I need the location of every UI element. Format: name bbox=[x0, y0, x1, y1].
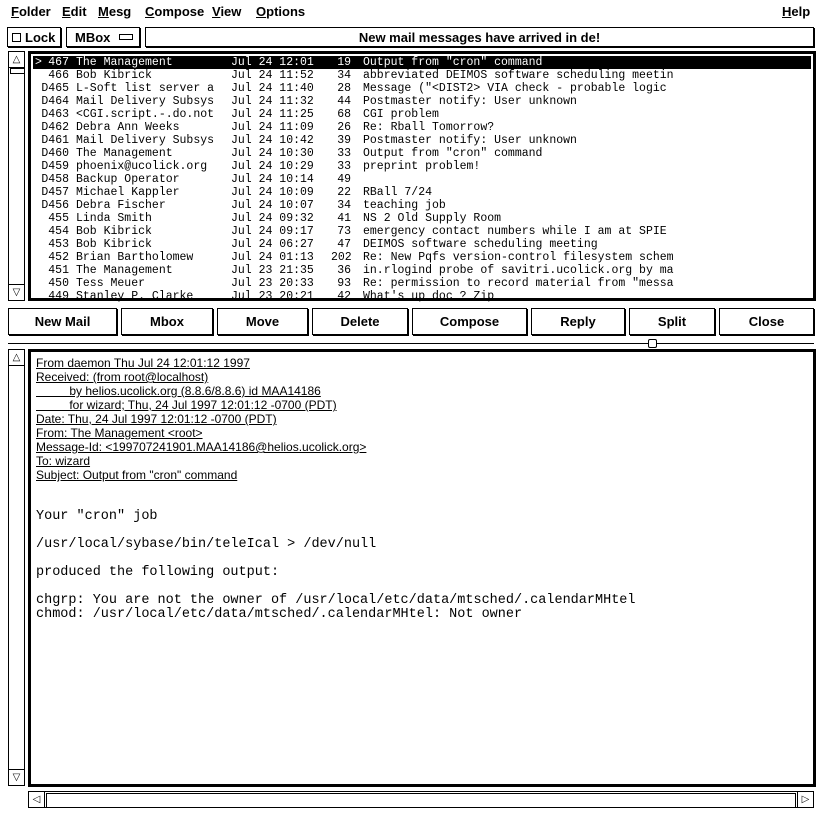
row-size: 22 bbox=[337, 186, 351, 199]
message-row[interactable] bbox=[33, 108, 811, 121]
scroll-down-icon[interactable]: ▽ bbox=[9, 284, 24, 300]
row-date: Jul 24 11:40 bbox=[231, 82, 314, 95]
row-subject: preprint problem! bbox=[363, 160, 481, 173]
row-date: Jul 24 11:32 bbox=[231, 95, 314, 108]
row-flag: > bbox=[35, 56, 42, 69]
message-row[interactable] bbox=[33, 199, 811, 212]
scroll-thumb[interactable] bbox=[10, 68, 25, 74]
message-row[interactable] bbox=[33, 121, 811, 134]
row-size: 93 bbox=[337, 277, 351, 290]
row-date: Jul 23 20:33 bbox=[231, 277, 314, 290]
scroll-down-icon[interactable]: ▽ bbox=[9, 769, 24, 785]
scroll-up-icon[interactable]: △ bbox=[9, 52, 24, 68]
header-line-text[interactable]: by helios.ucolick.org (8.8.6/8.8.6) id MAA14186 bbox=[36, 384, 321, 398]
header-line[interactable]: Received: (from root@localhost) bbox=[36, 370, 209, 384]
scroll-thumb[interactable] bbox=[46, 793, 796, 808]
header-line bbox=[36, 398, 337, 412]
body-line: produced the following output: bbox=[36, 565, 280, 580]
new-mail-button[interactable]: New Mail bbox=[8, 308, 117, 335]
row-number: D462 bbox=[41, 121, 69, 134]
row-size: 19 bbox=[337, 56, 351, 69]
row-from: Backup Operator bbox=[76, 173, 180, 186]
row-date: Jul 24 10:14 bbox=[231, 173, 314, 186]
message-row[interactable] bbox=[33, 238, 811, 251]
row-size: 34 bbox=[337, 69, 351, 82]
pane-sash-handle[interactable] bbox=[648, 339, 657, 348]
row-subject: What's up doc ? Zip bbox=[363, 290, 495, 303]
message-row[interactable] bbox=[33, 225, 811, 238]
row-from: Debra Fischer bbox=[76, 199, 166, 212]
row-subject: Postmaster notify: User unknown bbox=[363, 95, 577, 108]
message-row[interactable] bbox=[33, 251, 811, 264]
header-line[interactable]: Message-Id: <199707241901.MAA14186@helios.ucolick.org> bbox=[36, 440, 367, 454]
row-subject: emergency contact numbers while I am at SPIE bbox=[363, 225, 667, 238]
scroll-up-icon[interactable]: △ bbox=[9, 350, 24, 366]
message-row[interactable] bbox=[33, 56, 811, 69]
row-subject: in.rlogind probe of savitri.ucolick.org by ma bbox=[363, 264, 674, 277]
row-from: The Management bbox=[76, 147, 173, 160]
row-subject: CGI problem bbox=[363, 108, 439, 121]
message-list-scrollbar[interactable] bbox=[8, 51, 25, 301]
message-row[interactable] bbox=[33, 290, 811, 303]
row-number: D456 bbox=[41, 199, 69, 212]
row-date: Jul 24 11:09 bbox=[231, 121, 314, 134]
row-size: 44 bbox=[337, 95, 351, 108]
row-subject: Output from "cron" command bbox=[363, 147, 543, 160]
menu-options[interactable]: Options bbox=[256, 4, 306, 19]
row-subject: Postmaster notify: User unknown bbox=[363, 134, 577, 147]
message-row[interactable] bbox=[33, 95, 811, 108]
row-subject: Re: Rball Tomorrow? bbox=[363, 121, 495, 134]
row-size: 26 bbox=[337, 121, 351, 134]
row-from: Brian Bartholomew bbox=[76, 251, 194, 264]
row-from: Debra Ann Weeks bbox=[76, 121, 180, 134]
menu-mesg[interactable]: Mesg bbox=[98, 4, 132, 19]
row-subject: teaching job bbox=[363, 199, 446, 212]
row-number: 455 bbox=[48, 212, 69, 225]
reply-button[interactable]: Reply bbox=[531, 308, 625, 335]
row-date: Jul 24 11:25 bbox=[231, 108, 314, 121]
row-size: 68 bbox=[337, 108, 351, 121]
message-row[interactable] bbox=[33, 82, 811, 95]
row-size: 49 bbox=[337, 173, 351, 186]
row-subject: NS 2 Old Supply Room bbox=[363, 212, 502, 225]
row-from: The Management bbox=[76, 264, 173, 277]
row-from: Bob Kibrick bbox=[76, 238, 152, 251]
menu-bar bbox=[0, 0, 823, 24]
row-date: Jul 24 12:01 bbox=[231, 56, 314, 69]
row-number: D465 bbox=[41, 82, 69, 95]
message-row[interactable] bbox=[33, 186, 811, 199]
move-button[interactable]: Move bbox=[217, 308, 308, 335]
option-menu-icon bbox=[119, 34, 133, 40]
row-date: Jul 23 20:21 bbox=[231, 290, 314, 303]
body-line: chmod: /usr/local/etc/data/mtsched/.calendarMHtel: Not owner bbox=[36, 607, 523, 622]
row-number: D460 bbox=[41, 147, 69, 160]
header-line bbox=[36, 384, 321, 398]
row-date: Jul 24 06:27 bbox=[231, 238, 314, 251]
row-date: Jul 24 10:30 bbox=[231, 147, 314, 160]
row-from: phoenix@ucolick.org bbox=[76, 160, 208, 173]
row-subject: Message ("<DIST2> VIA check - probable logic bbox=[363, 82, 667, 95]
row-subject: DEIMOS software scheduling meeting bbox=[363, 238, 598, 251]
checkbox-icon bbox=[12, 33, 21, 42]
row-subject: RBall 7/24 bbox=[363, 186, 433, 199]
row-from: Stanley P. Clarke bbox=[76, 290, 194, 303]
header-line-text[interactable]: for wizard; Thu, 24 Jul 1997 12:01:12 -0700 (PDT) bbox=[36, 398, 337, 412]
header-line[interactable]: Subject: Output from "cron" command bbox=[36, 468, 238, 482]
row-date: Jul 23 21:35 bbox=[231, 264, 314, 277]
row-number: 454 bbox=[48, 225, 69, 238]
scroll-right-icon[interactable]: ▷ bbox=[797, 792, 813, 807]
row-size: 39 bbox=[337, 134, 351, 147]
lock-label: Lock bbox=[25, 29, 56, 45]
row-number: 467 bbox=[48, 56, 69, 69]
message-view bbox=[28, 349, 816, 787]
row-number: D458 bbox=[41, 173, 69, 186]
row-number: D464 bbox=[41, 95, 69, 108]
row-size: 73 bbox=[337, 225, 351, 238]
row-number: 452 bbox=[48, 251, 69, 264]
row-date: Jul 24 09:32 bbox=[231, 212, 314, 225]
row-from: Mail Delivery Subsys bbox=[76, 95, 215, 108]
row-number: 449 bbox=[48, 290, 69, 303]
header-line[interactable]: From daemon Thu Jul 24 12:01:12 1997 bbox=[36, 356, 250, 370]
row-date: Jul 24 10:42 bbox=[231, 134, 314, 147]
row-date: Jul 24 11:52 bbox=[231, 69, 314, 82]
row-size: 28 bbox=[337, 82, 351, 95]
row-from: Mail Delivery Subsys bbox=[76, 134, 215, 147]
header-line[interactable]: Date: Thu, 24 Jul 1997 12:01:12 -0700 (PDT) bbox=[36, 412, 277, 426]
row-number: 453 bbox=[48, 238, 69, 251]
message-row[interactable] bbox=[33, 160, 811, 173]
row-number: D463 bbox=[41, 108, 69, 121]
row-number: D461 bbox=[41, 134, 69, 147]
row-from: <CGI.script.-.do.not bbox=[76, 108, 215, 121]
header-line[interactable]: To: wizard bbox=[36, 454, 91, 468]
row-size: 33 bbox=[337, 160, 351, 173]
body-line: Your "cron" job bbox=[36, 509, 158, 524]
split-button[interactable]: Split bbox=[629, 308, 715, 335]
row-date: Jul 24 10:07 bbox=[231, 199, 314, 212]
delete-button[interactable]: Delete bbox=[312, 308, 408, 335]
message-row[interactable] bbox=[33, 69, 811, 82]
lock-toggle[interactable] bbox=[7, 27, 61, 47]
row-number: 450 bbox=[48, 277, 69, 290]
row-size: 34 bbox=[337, 199, 351, 212]
header-line[interactable]: From: The Management <root> bbox=[36, 426, 203, 440]
message-list bbox=[28, 51, 816, 301]
row-subject: Output from "cron" command bbox=[363, 56, 543, 69]
row-from: L-Soft list server a bbox=[76, 82, 215, 95]
scroll-left-icon[interactable]: ◁ bbox=[29, 792, 45, 807]
row-size: 202 bbox=[331, 251, 352, 264]
row-from: The Management bbox=[76, 56, 173, 69]
menu-view[interactable]: View bbox=[212, 4, 242, 19]
row-number: D459 bbox=[41, 160, 69, 173]
message-view-hscrollbar[interactable] bbox=[28, 791, 814, 808]
mbox-button[interactable]: Mbox bbox=[121, 308, 213, 335]
row-subject: Re: New Pqfs version-control filesystem schem bbox=[363, 251, 674, 264]
mbox-selector[interactable] bbox=[66, 27, 140, 47]
message-row[interactable] bbox=[33, 264, 811, 277]
message-view-scrollbar[interactable] bbox=[8, 349, 25, 786]
menu-help[interactable]: Help bbox=[782, 4, 811, 19]
row-date: Jul 24 10:29 bbox=[231, 160, 314, 173]
message-row[interactable] bbox=[33, 277, 811, 290]
row-subject: Re: permission to record material from "messa bbox=[363, 277, 674, 290]
row-size: 47 bbox=[337, 238, 351, 251]
message-row[interactable] bbox=[33, 173, 811, 186]
row-number: 466 bbox=[48, 69, 69, 82]
row-from: Bob Kibrick bbox=[76, 69, 152, 82]
row-size: 41 bbox=[337, 212, 351, 225]
row-from: Linda Smith bbox=[76, 212, 152, 225]
status-bar: New mail messages have arrived in de! bbox=[145, 27, 814, 47]
message-row[interactable] bbox=[33, 134, 811, 147]
row-size: 36 bbox=[337, 264, 351, 277]
mbox-label: MBox bbox=[75, 29, 111, 45]
row-from: Bob Kibrick bbox=[76, 225, 152, 238]
row-from: Tess Meuer bbox=[76, 277, 146, 290]
message-row[interactable] bbox=[33, 147, 811, 160]
row-size: 33 bbox=[337, 147, 351, 160]
row-size: 42 bbox=[337, 290, 351, 303]
row-from: Michael Kappler bbox=[76, 186, 180, 199]
row-date: Jul 24 10:09 bbox=[231, 186, 314, 199]
row-subject: abbreviated DEIMOS software scheduling meetin bbox=[363, 69, 674, 82]
message-row[interactable] bbox=[33, 212, 811, 225]
row-number: 451 bbox=[48, 264, 69, 277]
compose-button[interactable]: Compose bbox=[412, 308, 527, 335]
row-date: Jul 24 09:17 bbox=[231, 225, 314, 238]
close-button[interactable]: Close bbox=[719, 308, 814, 335]
body-line: chgrp: You are not the owner of /usr/local/etc/data/mtsched/.calendarMHtel bbox=[36, 593, 636, 608]
body-line: /usr/local/sybase/bin/teleIcal > /dev/null bbox=[36, 537, 377, 552]
menu-edit[interactable]: Edit bbox=[62, 4, 87, 19]
menu-compose[interactable]: Compose bbox=[145, 4, 205, 19]
menu-folder[interactable]: Folder bbox=[11, 4, 51, 19]
row-number: D457 bbox=[41, 186, 69, 199]
row-date: Jul 24 01:13 bbox=[231, 251, 314, 264]
pane-divider bbox=[8, 343, 814, 344]
